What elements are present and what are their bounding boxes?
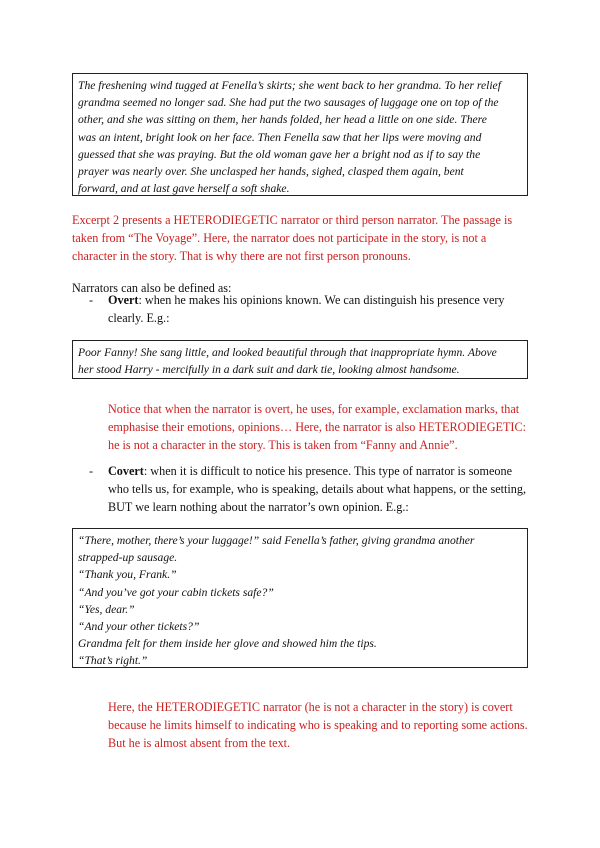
quote-line: her stood Harry - mercifully in a dark suit and dark tie, looking almost handsome. <box>78 363 460 377</box>
quote-line: “And your other tickets?” <box>78 620 200 634</box>
quote-line: “There, mother, there’s your luggage!” said Fenella’s father, giving grandma another <box>78 534 475 547</box>
quote-box-voyage-dialogue <box>72 528 528 668</box>
term-overt: Overt <box>108 293 139 307</box>
narrators-intro: Narrators can also be defined as: <box>72 281 232 295</box>
note-line: because he limits himself to indicating who is speaking and to reporting some actions. <box>108 718 528 733</box>
note-covert <box>108 698 533 753</box>
overt-definition-line2: clearly. E.g.: <box>108 311 170 325</box>
excerpt2-explanation <box>72 211 532 266</box>
explanation-line: taken from “The Voyage”. Here, the narrator does not participate in the story, is not a <box>72 231 487 246</box>
bullet-covert-text <box>108 462 512 480</box>
quote-line: “And you’ve got your cabin tickets safe?” <box>78 585 274 599</box>
quote-line: strapped-up sausage. <box>78 551 178 565</box>
bullet-dash: - <box>89 293 94 307</box>
bullet-overt-text <box>108 291 505 309</box>
overt-definition: : when he makes his opinions known. We can distinguish his presence very <box>138 293 505 307</box>
note-line: he is not a character in the story. This is taken from “Fanny and Annie”. <box>108 438 458 453</box>
quote-line: “That’s right.” <box>78 654 148 668</box>
note-line: But he is almost absent from the text. <box>108 736 291 751</box>
quote-line: forward, and at last gave herself a soft shake. <box>78 182 290 196</box>
bullet-dash: - <box>89 464 94 478</box>
quote-line: “Yes, dear.” <box>78 602 135 616</box>
quote-line: “Thank you, Frank.” <box>78 568 177 582</box>
quote-box-voyage-excerpt <box>72 73 528 196</box>
quote-line: Poor Fanny! She sang little, and looked beautiful through that inappropriate hymn. Above <box>78 346 497 359</box>
note-line: Here, the HETERODIEGETIC narrator (he is not a character in the story) is covert <box>108 700 513 714</box>
quote-line: The freshening wind tugged at Fenella’s skirts; she went back to her grandma. To her relief <box>78 79 501 92</box>
covert-definition-line3: BUT we learn nothing about the narrator’s own opinion. E.g.: <box>108 500 409 514</box>
note-overt <box>108 400 528 455</box>
quote-line: other, and she was sitting on them, her hands folded, her head a little on one side. There <box>78 113 487 127</box>
term-covert: Covert <box>108 464 144 478</box>
quote-line: Grandma felt for them inside her glove and showed him the tips. <box>78 637 377 651</box>
covert-definition-line2: who tells us, for example, who is speaking, details about what happens, or the setting, <box>108 482 527 496</box>
quote-line: guessed that she was praying. But the old woman gave her a bright nod as if to say the <box>78 147 481 161</box>
note-line: Notice that when the narrator is overt, he uses, for example, exclamation marks, that <box>108 402 520 416</box>
quote-line: grandma seemed no longer sad. She had put the two sausages of luggage one on top of the <box>78 96 499 110</box>
quote-line: was an intent, bright look on her face. Then Fenella saw that her lips were moving and <box>78 130 482 144</box>
quote-box-fanny-annie <box>72 340 528 379</box>
note-line: emphasise their emotions, opinions… Here, the narrator is also HETERODIEGETIC: <box>108 420 527 435</box>
explanation-line: Excerpt 2 presents a HETERODIEGETIC narrator or third person narrator. The passage is <box>72 213 513 227</box>
explanation-line: character in the story. That is why there are not first person pronouns. <box>72 249 411 264</box>
covert-definition: : when it is difficult to notice his presence. This type of narrator is someone <box>143 464 513 478</box>
quote-line: prayer was nearly over. She unclasped her hands, sighed, clasped them again, bent <box>78 165 464 179</box>
